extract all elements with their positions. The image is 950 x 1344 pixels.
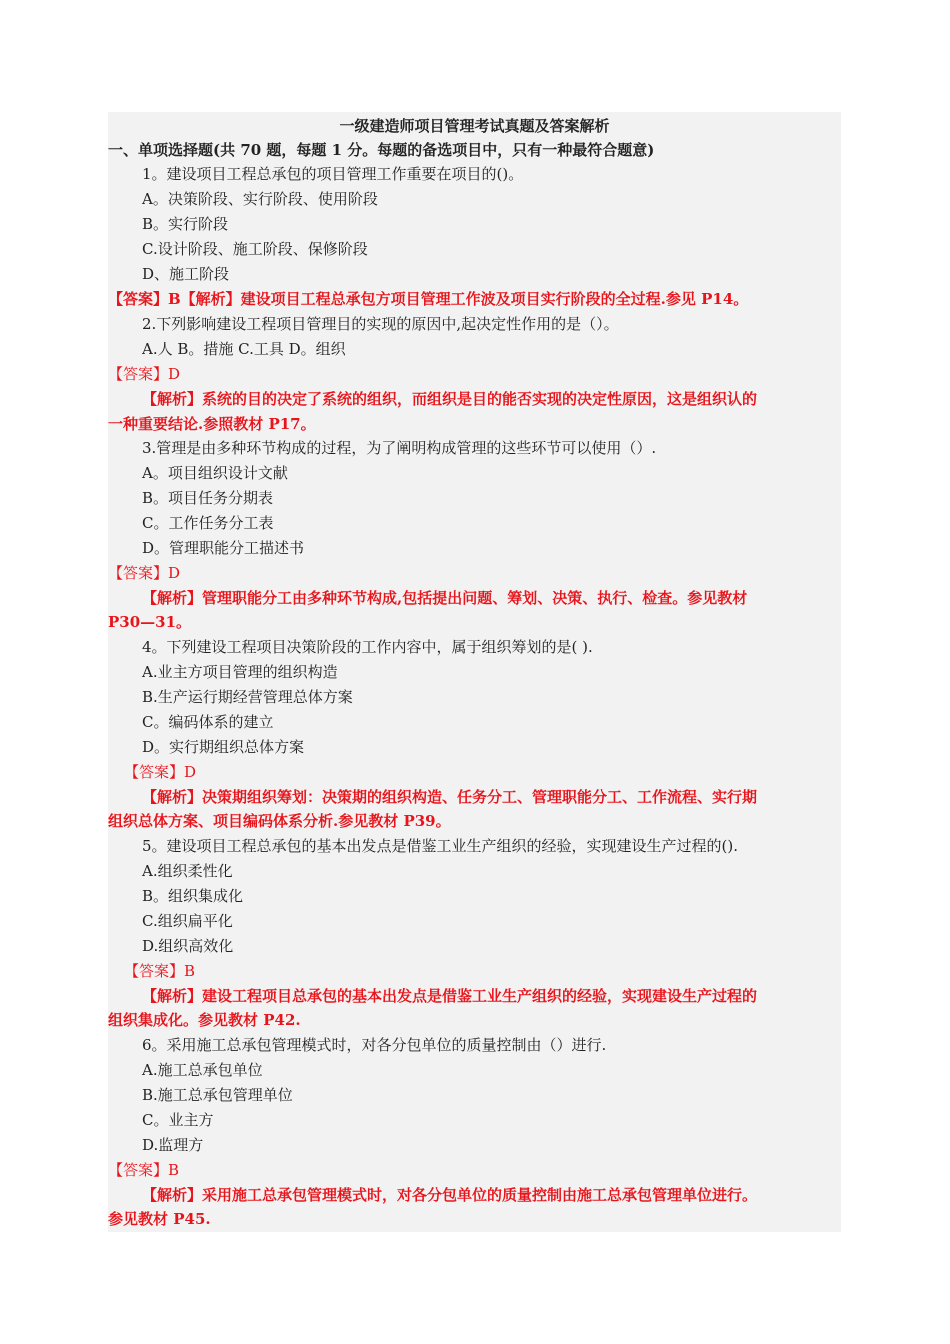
doc-title: 一级建造师项目管理考试真题及答案解析	[339, 117, 610, 135]
option-b: B。项目任务分期表	[142, 489, 274, 507]
answer: 【答案】B	[108, 1161, 180, 1179]
explanation: 【解析】采用施工总承包管理模式时，对各分包单位的质量控制由施工总承包管理单位进行。	[142, 1186, 758, 1204]
question-stem: 6。采用施工总承包管理模式时，对各分包单位的质量控制由（）进行.	[142, 1036, 607, 1054]
answer: 【答案】B	[124, 962, 196, 980]
answer: 【答案】D	[108, 365, 181, 383]
option-b: B.生产运行期经营管理总体方案	[142, 688, 353, 706]
option-c: C.设计阶段、施工阶段、保修阶段	[142, 240, 368, 258]
document-page	[108, 112, 841, 1232]
option-d: D.组织高效化	[142, 937, 234, 955]
explanation-cont: 一种重要结论.参照教材 P17。	[108, 415, 316, 433]
option-c: C。编码体系的建立	[142, 713, 274, 731]
explanation-cont: 参见教材 P45.	[108, 1210, 211, 1228]
explanation-cont: P30—31。	[108, 613, 192, 631]
option-d: D、施工阶段	[142, 265, 230, 283]
option-b: B。组织集成化	[142, 887, 244, 905]
question-stem: 1。建设项目工程总承包的项目管理工作重要在项目的()。	[142, 165, 524, 183]
option-c: C。工作任务分工表	[142, 514, 274, 532]
explanation: 【解析】建设工程项目总承包的基本出发点是借鉴工业生产组织的经验，实现建设生产过程的	[142, 987, 758, 1005]
explanation-cont: 组织集成化。参见教材 P42.	[108, 1011, 301, 1029]
explanation: 【解析】系统的目的决定了系统的组织，而组织是目的能否实现的决定性原因，这是组织认的	[142, 390, 758, 408]
question-stem: 5。建设项目工程总承包的基本出发点是借鉴工业生产组织的经验，实现建设生产过程的().	[142, 837, 739, 855]
option-b: B。实行阶段	[142, 215, 229, 233]
option-c: C。业主方	[142, 1111, 214, 1129]
option-a: A。决策阶段、实行阶段、使用阶段	[142, 190, 378, 208]
question-stem: 2.下列影响建设工程项目管理目的实现的原因中,起决定性作用的是（）。	[142, 315, 619, 333]
question-stem: 3.管理是由多种环节构成的过程，为了阐明构成管理的这些环节可以使用（）.	[142, 439, 657, 457]
option-a: A。项目组织设计文献	[142, 464, 288, 482]
option-a: A.业主方项目管理的组织构造	[142, 663, 338, 681]
question-stem: 4。下列建设工程项目决策阶段的工作内容中，属于组织筹划的是( ).	[142, 638, 593, 656]
option-c: C.组织扁平化	[142, 912, 233, 930]
option-a: A.施工总承包单位	[142, 1061, 263, 1079]
section-heading: 一、单项选择题(共 70 题，每题 1 分。每题的备选项目中，只有一种最符合题意)	[108, 141, 655, 159]
option-b: B.施工总承包管理单位	[142, 1086, 293, 1104]
answer: 【答案】D	[108, 564, 181, 582]
explanation: 【解析】决策期组织筹划：决策期的组织构造、任务分工、管理职能分工、工作流程、实行期	[142, 788, 758, 806]
options-inline: A.人 B。措施 C.工具 D。组织	[142, 340, 346, 358]
answer: 【答案】D	[124, 763, 197, 781]
option-d: D.监理方	[142, 1136, 204, 1154]
option-d: D。实行期组织总体方案	[142, 738, 305, 756]
answer-explanation: 【答案】B【解析】建设项目工程总承包方项目管理工作波及项目实行阶段的全过程.参见 P14。	[108, 290, 749, 308]
explanation-cont: 组织总体方案、项目编码体系分析.参见教材 P39。	[108, 812, 451, 830]
explanation: 【解析】管理职能分工由多种环节构成,包括提出问题、筹划、决策、执行、检查。参见教材	[142, 589, 748, 607]
option-a: A.组织柔性化	[142, 862, 233, 880]
option-d: D。管理职能分工描述书	[142, 539, 305, 557]
